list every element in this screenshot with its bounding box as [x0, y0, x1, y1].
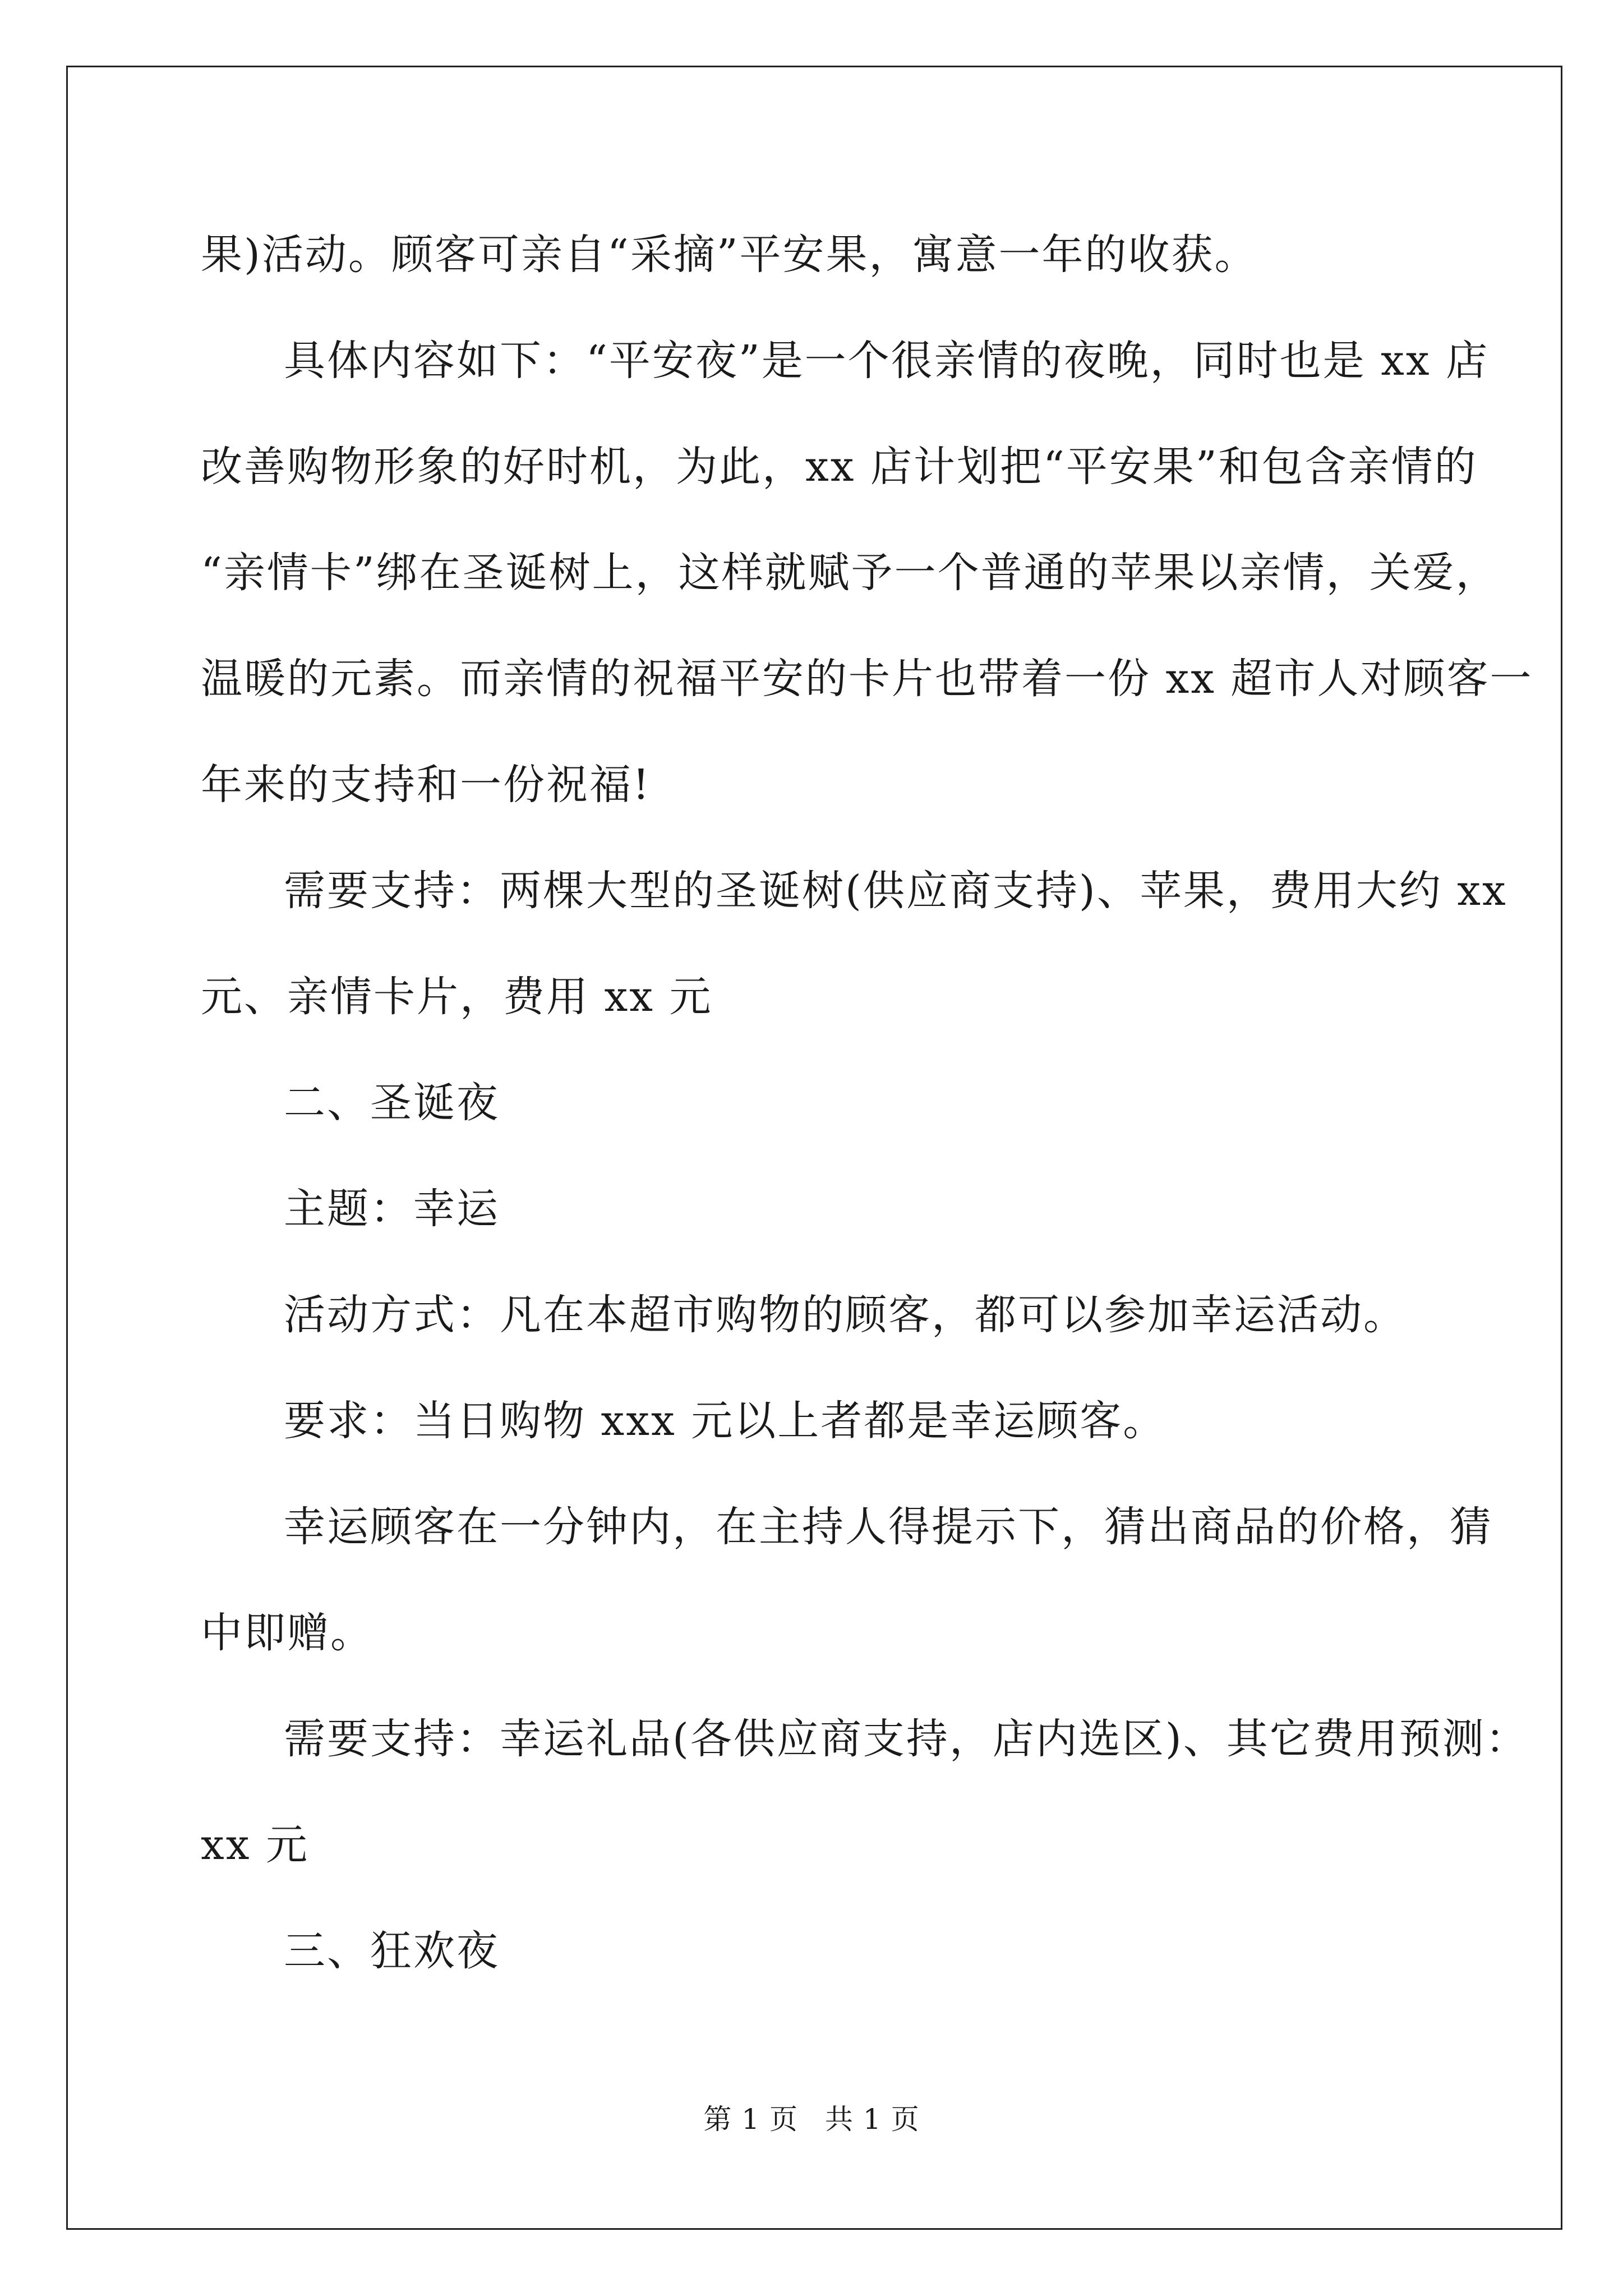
text-line: “亲情卡”绑在圣诞树上，这样就赋予一个普通的苹果以亲情，关爱， — [201, 549, 1499, 597]
text-line: 果)活动。顾客可亲自“采摘”平安果，寓意一年的收获。 — [201, 231, 1258, 279]
text-line: 改善购物形象的好时机，为此，xx 店计划把“平安果”和包含亲情的 — [201, 443, 1478, 491]
text-line: 温暖的元素。而亲情的祝福平安的卡片也带着一份 xx 超市人对顾客一 — [201, 655, 1533, 703]
page-footer — [0, 2097, 1623, 2137]
text-line: 具体内容如下：“平安夜”是一个很亲情的夜晚，同时也是 xx 店 — [284, 337, 1490, 385]
text-line: 活动方式：凡在本超市购物的顾客，都可以参加幸运活动。 — [284, 1291, 1407, 1339]
document-body — [201, 202, 1533, 2004]
section-heading: 三、狂欢夜 — [284, 1927, 500, 1975]
text-line: xx 元 — [201, 1821, 309, 1869]
text-line: 要求：当日购物 xxx 元以上者都是幸运顾客。 — [284, 1397, 1166, 1445]
page-total: 共 1 页 — [825, 2103, 920, 2136]
text-line: 年来的支持和一份祝福! — [201, 761, 651, 809]
text-line: 主题：幸运 — [284, 1185, 500, 1233]
text-line: 需要支持：幸运礼品(各供应商支持，店内选区)、其它费用预测： — [284, 1715, 1529, 1763]
text-line: 元、亲情卡片，费用 xx 元 — [201, 973, 713, 1021]
text-line: 中即赠。 — [201, 1609, 374, 1657]
page-number: 第 1 页 — [703, 2103, 798, 2136]
text-line: 幸运顾客在一分钟内，在主持人得提示下，猜出商品的价格，猜 — [284, 1503, 1493, 1551]
section-heading: 二、圣诞夜 — [284, 1079, 500, 1127]
text-line: 需要支持：两棵大型的圣诞树(供应商支持)、苹果，费用大约 xx — [284, 867, 1507, 915]
